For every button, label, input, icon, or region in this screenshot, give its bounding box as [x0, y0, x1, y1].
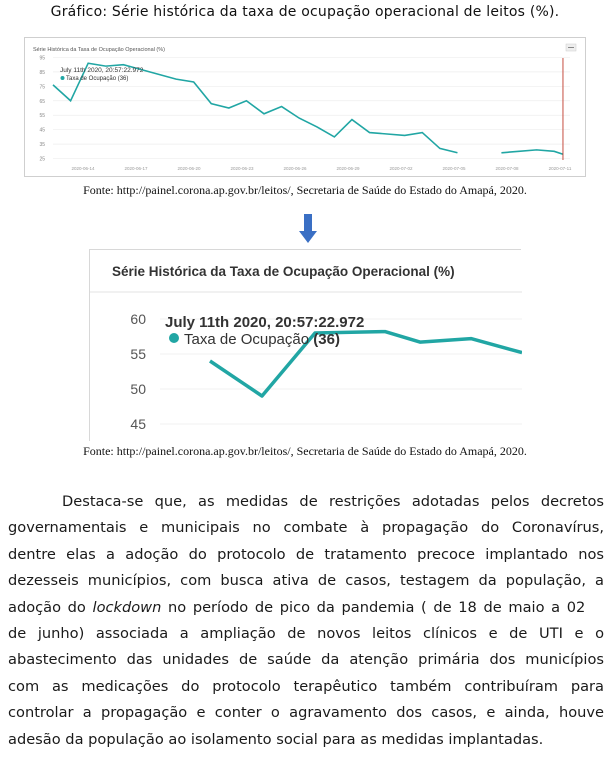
tooltip-series-marker — [61, 76, 65, 80]
paragraph-line: de junho) associada a ampliação de novos leitos clínicos e de UTI e o — [8, 625, 604, 643]
zoomed-occupancy-chart — [89, 249, 521, 441]
y-tick-label: 65 — [39, 98, 45, 105]
paragraph-emphasis: lockdown — [92, 598, 162, 616]
paragraph-line: com as medicações do protocolo terapêutico também contribuíram para — [8, 677, 604, 695]
paragraph-line — [8, 595, 604, 621]
paragraph-text: no período de pico da pandemia ( de 18 de maio a 02 — [161, 598, 586, 616]
tooltip-series-marker — [169, 333, 179, 343]
x-tick-label: 2020-07-08 — [495, 166, 519, 171]
y-tick-label: 75 — [39, 84, 45, 91]
tooltip-date: July 11th 2020, 20:57:22.972 — [165, 314, 365, 331]
x-tick-label: 2020-06-26 — [283, 166, 307, 171]
source-caption-1: Fonte: http://painel.corona.ap.gov.br/leitos/, Secretaria de Saúde do Estado do Amapá, 2020. — [83, 183, 527, 197]
paragraph-line: controlar a propagação e conter o agravamento dos casos, e ainda, houve — [8, 704, 604, 722]
y-tick-label: 60 — [130, 311, 146, 327]
chart-full-svg — [25, 38, 587, 178]
tooltip-value: (36) — [313, 331, 340, 348]
x-tick-label: 2020-06-20 — [177, 166, 201, 171]
y-tick-label: 95 — [39, 55, 45, 62]
y-tick-label: 50 — [130, 381, 146, 397]
paragraph-line: dentre elas a adoção do protocolo de tratamento precoce implantado nos — [8, 545, 604, 563]
y-tick-label: 55 — [39, 113, 45, 120]
y-tick-label: 25 — [39, 156, 45, 163]
body-paragraph — [8, 489, 604, 753]
paragraph-line: dezesseis municípios, com busca ativa de casos, testagem da população, a — [8, 572, 604, 590]
paragraph-text: adoção do — [8, 598, 93, 616]
chart-title: Série Histórica da Taxa de Ocupação Operacional (%) — [112, 264, 455, 279]
historical-occupancy-chart — [24, 37, 586, 177]
paragraph-line: adesão da população ao isolamento social para as medidas implantadas. — [8, 730, 544, 748]
source-caption-2: Fonte: http://painel.corona.ap.gov.br/leitos/, Secretaria de Saúde do Estado do Amapá, 2020. — [83, 444, 527, 458]
paragraph-line: Destaca-se que, as medidas de restrições adotadas pelos decretos — [62, 493, 604, 510]
tooltip-label: Taxa de Ocupação (36) — [66, 76, 129, 82]
x-tick-label: 2020-06-14 — [71, 166, 95, 171]
paragraph-line: abastecimento das unidades de saúde da atenção primária dos municípios — [8, 651, 604, 669]
series-line — [501, 150, 563, 154]
y-tick-label: 35 — [39, 142, 45, 149]
x-tick-label: 2020-07-11 — [548, 166, 572, 171]
figure-heading: Gráfico: Série histórica da taxa de ocupação operacional de leitos (%). — [50, 4, 560, 20]
menu-icon[interactable] — [566, 44, 576, 51]
down-arrow-icon — [297, 214, 319, 244]
y-tick-label: 55 — [130, 346, 146, 362]
chart-zoom-svg — [90, 250, 522, 442]
x-tick-label: 2020-06-23 — [230, 166, 254, 171]
paragraph-line: governamentais e municipais no combate à propagação do Coronavírus, — [8, 519, 604, 537]
x-tick-label: 2020-07-05 — [442, 166, 466, 171]
x-tick-label: 2020-06-29 — [336, 166, 360, 171]
y-tick-label: 45 — [130, 416, 146, 432]
x-tick-label: 2020-07-02 — [389, 166, 413, 171]
svg-text:Taxa de Ocupação (36) — [184, 331, 340, 348]
chart-title: Série Histórica da Taxa de Ocupação Operacional (%) — [33, 47, 165, 53]
x-tick-label: 2020-06-17 — [124, 166, 148, 171]
y-tick-label: 45 — [39, 127, 45, 134]
tooltip-label: Taxa de Ocupação — [184, 331, 314, 348]
y-tick-label: 85 — [39, 69, 45, 76]
tooltip-date: July 11th 2020, 20:57:22.972 — [60, 67, 144, 74]
